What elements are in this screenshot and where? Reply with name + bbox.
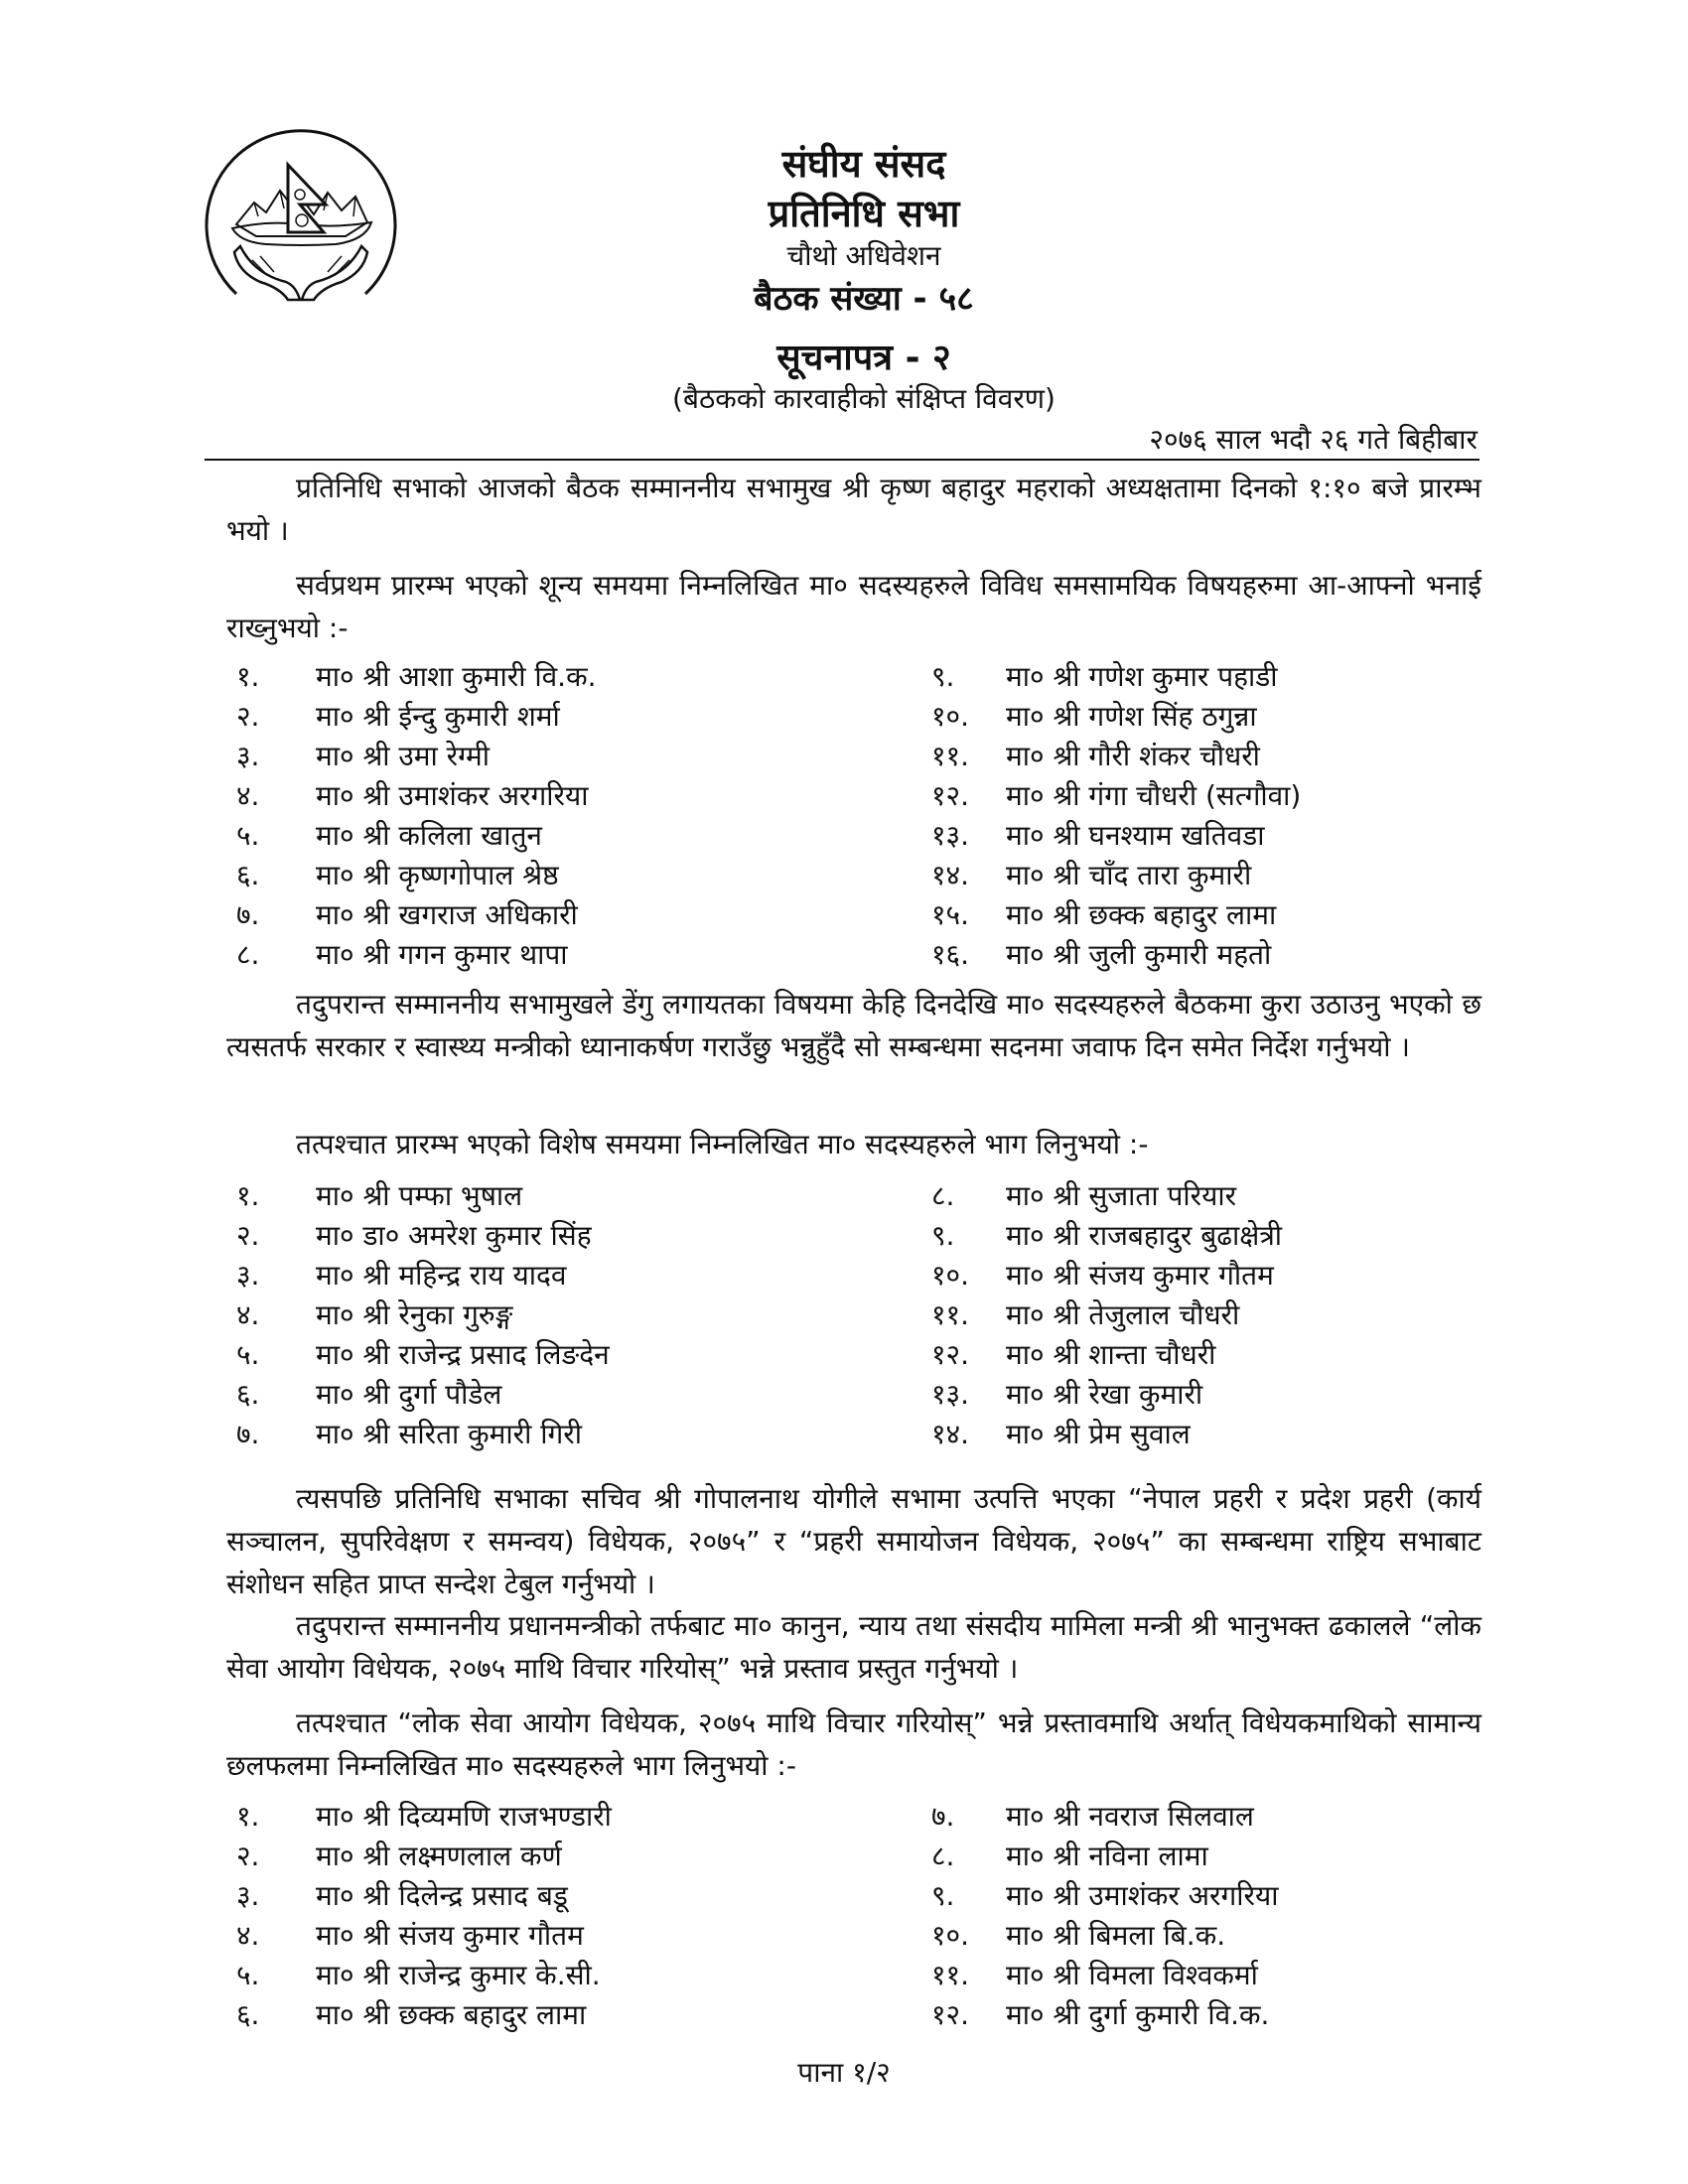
page-number: पाना १/२ xyxy=(797,2056,891,2089)
paragraph-secretary-message: त्यसपछि प्रतिनिधि सभाका सचिव श्री गोपालनाथ योगीले सभामा उत्पत्ति भएका “नेपाल प्रहरी र प्रदेश प्रहरी (कार्य सञ्चालन, सुपरिवेक्षण र समन्वय) विधेयक, २०७५” र “प्रहरी समायोजन विधेयक, २०७५” का सम्बन्धमा राष्ट्रिय सभाबाट संशोधन सहित प्राप्त सन्देश टेबुल गर्नुभयो । xyxy=(226,1482,1481,1600)
list-item: ६. मा० श्री कृष्णगोपाल श्रेष्ठ १४. मा० श्री चाँद तारा कुमारी xyxy=(236,859,1252,891)
list-item: ५. मा० श्री राजेन्द्र कुमार के.सी. ११. मा० श्री विमला विश्वकर्मा xyxy=(236,1959,1258,1991)
list-item: ३. मा० श्री दिलेन्द्र प्रसाद बडू ९. मा० श्री उमाशंकर अरगरिया xyxy=(236,1879,1279,1912)
list-item: १. मा० श्री आशा कुमारी वि.क. ९. मा० श्री गणेश कुमार पहाडी xyxy=(236,660,1278,693)
meeting-number: बैठक संख्या - ५८ xyxy=(754,279,974,319)
list-item: ६. मा० श्री छक्क बहादुर लामा १२. मा० श्री दुर्गा कुमारी वि.क. xyxy=(236,1998,1270,2031)
parliament-emblem-icon xyxy=(197,125,405,334)
list-item: ४. मा० श्री उमाशंकर अरगरिया १२. मा० श्री गंगा चौधरी (सत्गौवा) xyxy=(236,779,1302,812)
paragraph-general-discussion: तत्पश्चात “लोक सेवा आयोग विधेयक, २०७५ माथि विचार गरियोस्” भन्ने प्रस्तावमाथि अर्थात् विधेयकमाथिको सामान्य छलफलमा निम्नलिखित मा० सदस्यहरुले भाग लिनुभयो :- xyxy=(226,1706,1481,1782)
parliament-title: संघीय संसद xyxy=(781,142,946,186)
list-item: २. मा० श्री ईन्दु कुमारी शर्मा १०. मा० श्री गणेश सिंह ठगुन्ना xyxy=(236,700,1257,733)
list-item: २. मा० डा० अमरेश कुमार सिंह ९. मा० श्री राजबहादुर बुढाक्षेत्री xyxy=(236,1219,1283,1252)
member-list-special-time xyxy=(226,1176,1481,1454)
session-title: चौथो अधिवेशन xyxy=(786,239,941,272)
list-item: ४. मा० श्री रेनुका गुरुङ्ग ११. मा० श्री तेजुलाल चौधरी xyxy=(236,1298,1240,1331)
document-date: २०७६ साल भदौ २६ गते बिहीबार xyxy=(1149,423,1477,456)
list-item: ४. मा० श्री संजय कुमार गौतम १०. मा० श्री बिमला बि.क. xyxy=(236,1919,1226,1952)
paragraph-zero-hour: सर्वप्रथम प्रारम्भ भएको शून्य समयमा निम्नलिखित मा० सदस्यहरुले विविध समसामयिक विषयहरुमा आ-आफ्नो भनाई राख्नुभयो :- xyxy=(226,569,1481,644)
member-list-zero-hour xyxy=(226,657,1481,975)
paragraph-bill-proposal: तदुपरान्त सम्माननीय प्रधानमन्त्रीको तर्फबाट मा० कानुन, न्याय तथा संसदीय मामिला मन्त्री श्री भानुभक्त ढकालले “लोक सेवा आयोग विधेयक, २०७५ माथि विचार गरियोस्” भन्ने प्रस्ताव प्रस्तुत गर्नुभयो । xyxy=(226,1609,1481,1685)
member-list-general-discussion xyxy=(226,1797,1481,2035)
list-item: ८. मा० श्री गगन कुमार थापा १६. मा० श्री जुली कुमारी महतो xyxy=(236,938,1272,971)
list-item: ७. मा० श्री सरिता कुमारी गिरी १४. मा० श्री प्रेम सुवाल xyxy=(236,1418,1191,1450)
list-item: ६. मा० श्री दुर्गा पौडेल १३. मा० श्री रेखा कुमारी xyxy=(236,1378,1203,1411)
list-item: १. मा० श्री पम्फा भुषाल ८. मा० श्री सुजाता परियार xyxy=(236,1179,1237,1212)
paragraph-opening: प्रतिनिधि सभाको आजको बैठक सम्माननीय सभामुख श्री कृष्ण बहादुर महराको अध्यक्षतामा दिनको १:१० बजे प्रारम्भ भयो । xyxy=(226,472,1481,547)
list-item: ३. मा० श्री महिन्द्र राय यादव १०. मा० श्री संजय कुमार गौतम xyxy=(236,1259,1274,1292)
header-divider xyxy=(205,459,1479,461)
notice-subtitle: (बैठकको कारवाहीको संक्षिप्त विवरण) xyxy=(672,382,1055,415)
list-item: १. मा० श्री दिव्यमणि राजभण्डारी ७. मा० श्री नवराज सिलवाल xyxy=(236,1800,1254,1833)
list-item: २. मा० श्री लक्ष्मणलाल कर्ण ८. मा० श्री नविना लामा xyxy=(236,1840,1208,1872)
notice-title: सूचनापत्र - २ xyxy=(776,338,951,378)
paragraph-dengue-directive: तदुपरान्त सम्माननीय सभामुखले डेंगु लगायतका विषयमा केहि दिनदेखि मा० सदस्यहरुले बैठकमा कुरा उठाउनु भएको छ त्यसतर्फ सरकार र स्वास्थ्य मन्त्रीको ध्यानाकर्षण गराउँछु भन्नुहुँदै सो सम्बन्धमा सदनमा जवाफ दिन समेत निर्देश गर्नुभयो । xyxy=(226,988,1481,1063)
list-item: ५. मा० श्री राजेन्द्र प्रसाद लिङदेन १२. मा० श्री शान्ता चौधरी xyxy=(236,1338,1216,1371)
list-item: ७. मा० श्री खगराज अधिकारी १५. मा० श्री छक्क बहादुर लामा xyxy=(236,898,1277,931)
list-item: ३. मा० श्री उमा रेग्मी ११. मा० श्री गौरी शंकर चौधरी xyxy=(236,740,1260,772)
paragraph-special-time: तत्पश्चात प्रारम्भ भएको विशेष समयमा निम्नलिखित मा० सदस्यहरुले भाग लिनुभयो :- xyxy=(296,1128,1149,1160)
list-item: ५. मा० श्री कलिला खातुन १३. मा० श्री घनश्याम खतिवडा xyxy=(236,819,1265,852)
house-title: प्रतिनिधि सभा xyxy=(768,192,960,235)
